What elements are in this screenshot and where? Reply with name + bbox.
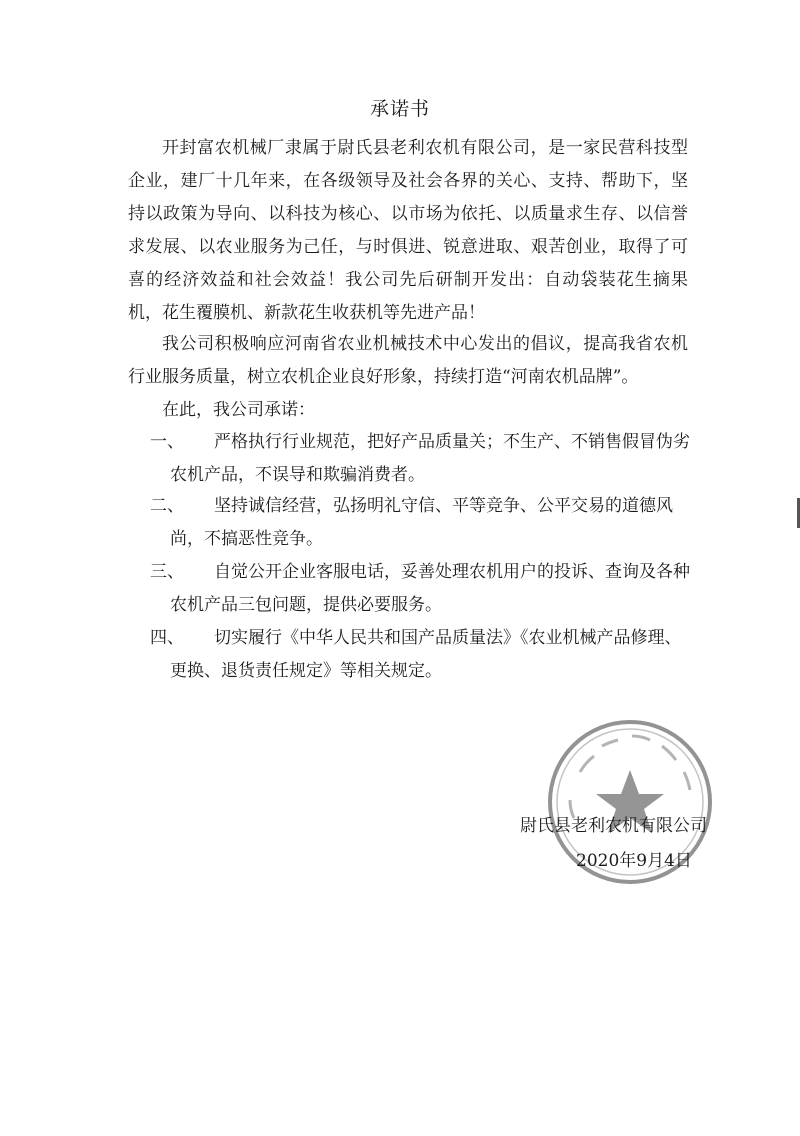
signature-date: 2020年9月4日 — [576, 851, 692, 871]
item-number: 二、 — [150, 496, 184, 516]
company-signature: 尉氏县老利农机有限公司 — [520, 816, 707, 836]
document-title: 承诺书 — [369, 98, 430, 120]
item-text: 自觉公开企业客服电话，妥善处理农机用户的投诉、查询及各种农机产品三包问题，提供必要服务。 — [170, 562, 690, 615]
item-number: 一、 — [150, 432, 184, 452]
commitment-lead: 在此，我公司承诺： — [162, 400, 315, 420]
item-number: 三、 — [150, 562, 184, 582]
intro-paragraph: 开封富农机械厂隶属于尉氏县老利农机有限公司，是一家民营科技型企业，建厂十几年来，在各级领导及社会各界的关心、支持、帮助下，坚持以政策为导向、以科技为核心、以市场为依托、以质量求生存、以信誉求发展、以农业服务为己任，与时俱进、锐意进取、艰苦创业，取得了可喜的经济效益和社会效益！我公司先后研制开发出：自动袋装花生摘果机，花生覆膜机、新款花生收获机等先进产品！ — [128, 138, 688, 323]
item-number: 四、 — [150, 628, 184, 648]
item-text: 坚持诚信经营，弘扬明礼守信、平等竞争、公平交易的道德风尚，不搞恶性竞争。 — [170, 496, 673, 549]
item-text: 切实履行《中华人民共和国产品质量法》《农业机械产品修理、更换、退货责任规定》等相关规定。 — [170, 628, 682, 681]
initiative-paragraph: 我公司积极响应河南省农业机械技术中心发出的倡议，提高我省农机行业服务质量，树立农机企业良好形象，持续打造“河南农机品牌”。 — [128, 334, 688, 387]
item-text: 严格执行行业规范，把好产品质量关；不生产、不销售假冒伪劣农机产品，不误导和欺骗消费者。 — [170, 432, 690, 485]
